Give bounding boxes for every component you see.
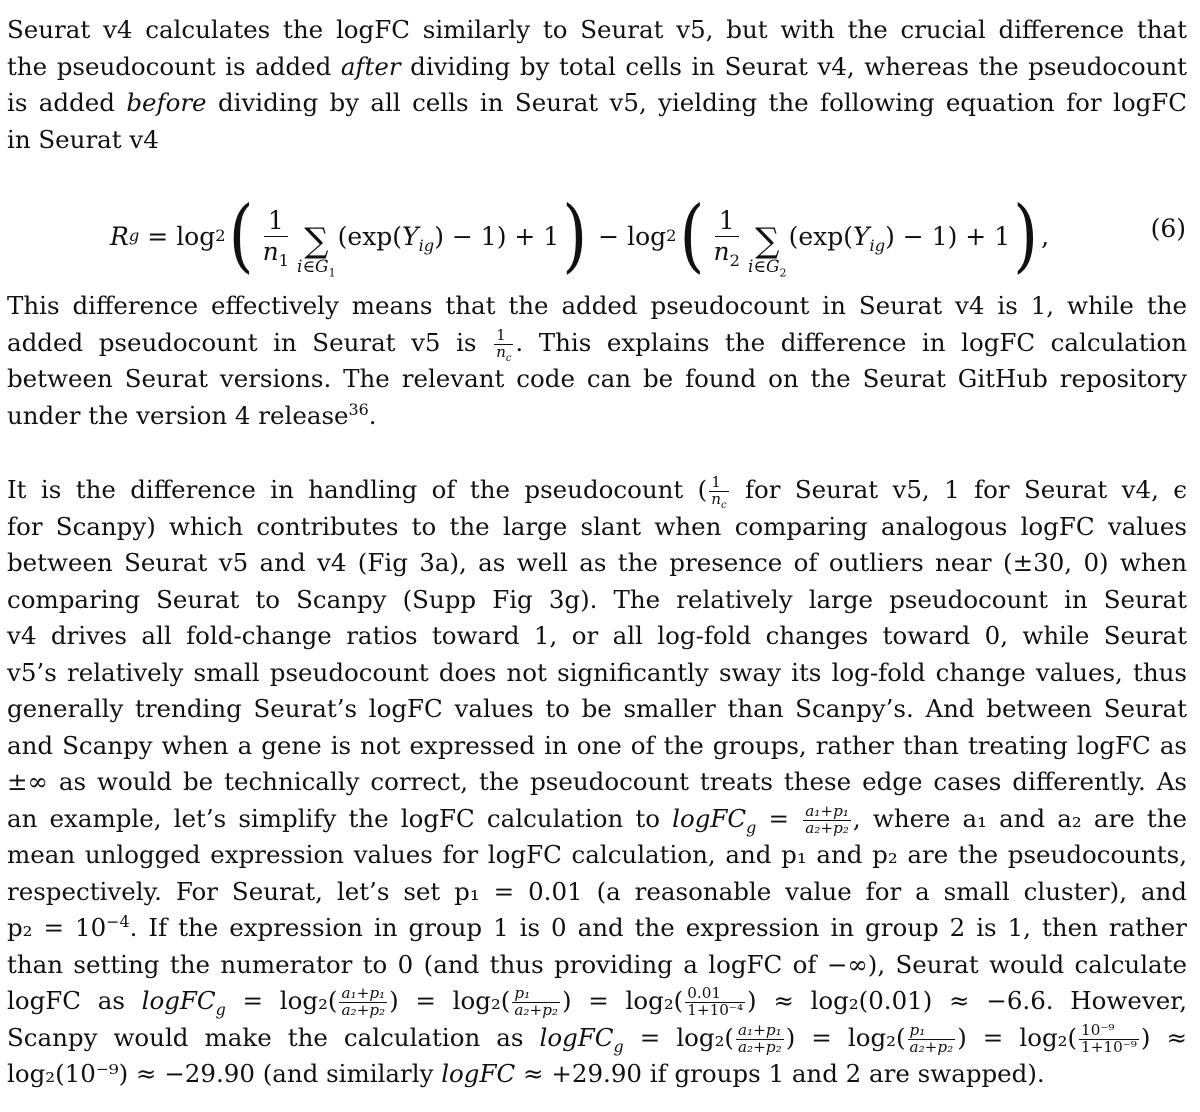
- text-line: This difference effectively means that the added pseudocount in Seurat v4 is 1, while the: [7, 291, 1187, 320]
- eq-frac-num: 1: [264, 206, 288, 237]
- sigma-symbol: ∑: [755, 220, 780, 261]
- text-line: ±∞ as would be technically correct, the pseudocount treats these edge cases differently. As: [7, 767, 1187, 796]
- eq-lhs: R: [110, 221, 129, 251]
- eq-frac-num: 1: [715, 206, 739, 237]
- eq-sum-g1: [297, 220, 336, 280]
- eq-equals: =: [147, 221, 169, 251]
- eq-minus: −: [598, 221, 620, 251]
- text-line: v5’s relatively small pseudocount does not significantly sway its log-fold change values, thus: [7, 657, 1187, 687]
- text-line: logFC as logFC$_g$ = log₂( $\frac{\text{a₁+p₁}}{\text{a₂+p₂}}$ ) = log₂( $\frac{\text{p₁}}{\text{a₂+p₂}}$ ) = log₂( $\frac{0.01}{\text{1+10⁻⁴}}$ ) ≈ log₂(0.01) ≈ −6.6. However,: [7, 984, 1188, 1019]
- eq-n-sub: 1: [278, 250, 290, 270]
- frac: $\frac{0.01}{\text{1+10⁻⁴}}$: [687, 984, 744, 1019]
- text-line: $p_2 = 10^{-4}$. If the expression in group 1 is 0 and the expression in group 2 is 1, then rather: [7, 911, 1187, 942]
- text-line: respectively. For Seurat, let’s set p₁ = 0.01 (a reasonable value for a small cluster), and: [7, 876, 1187, 906]
- text-line: generally trending Seurat’s logFC values to be smaller than Scanpy’s. And between Seurat: [7, 694, 1187, 723]
- eq-log: log: [627, 221, 667, 251]
- eq-frac-den: [262, 236, 290, 270]
- text-line: for Scanpy) which contributes to the large slant when comparing analogous logFC values: [7, 511, 1187, 541]
- frac: $\frac{\text{p₁}}{\text{a₂+p₂}}$: [514, 984, 559, 1019]
- sum-index: $i\in G_2$: [747, 256, 787, 280]
- eq-frac-1-over-n2: [713, 205, 740, 270]
- eq-n-sub: 2: [729, 250, 740, 270]
- paragraph-2: [7, 288, 1187, 434]
- sum-index: $i\in G_1$: [297, 256, 336, 280]
- frac: $\frac{\text{a₁+p₁}}{\text{a₂+p₂}}$: [341, 984, 386, 1019]
- eq-n: n: [262, 236, 279, 266]
- equation-6: [0, 188, 1200, 284]
- eq-lhs-sub: g: [128, 226, 140, 245]
- eq-right-paren: ): [1013, 189, 1039, 283]
- text-line: than setting the numerator to 0 (and thus providing a logFC of −∞), Seurat would calculate: [7, 949, 1187, 979]
- eq-log: log: [176, 221, 216, 251]
- eq-left-paren: (: [228, 189, 254, 283]
- eq-trailing-comma: ,: [1041, 221, 1050, 251]
- eq-term: $(\exp(Y_{ig}) - 1) + 1$: [788, 221, 1011, 255]
- eq-right-paren: ): [562, 189, 588, 283]
- eq-sum-g2: [747, 220, 787, 280]
- text-line: Seurat v4 calculates the logFC similarly to Seurat v5, but with the crucial difference that: [7, 15, 1187, 44]
- equation-body: R g = log 2 ( $\frac{1}{n_1}$ ∑ $i\in G_1$ $(\exp(Y_{ig}) - 1) + 1$ ) − log 2 ( $\frac{1}{n_2}$ ∑ $i\in G_2$ $(\exp(Y_{ig}) - 1) + 1$ ) ,: [110, 189, 1050, 283]
- frac: $\frac{\text{a₁+p₁}}{\text{a₂+p₂}}$: [738, 1020, 782, 1056]
- eq-n: n: [713, 236, 730, 266]
- text-line: between Seurat v5 and v4 (Fig 3a), as well as the presence of outliers near (±30, 0) when: [7, 548, 1187, 577]
- text-line: and Scanpy when a gene is not expressed in one of the groups, rather than treating logFC as: [7, 730, 1187, 760]
- eq-term: $(\exp(Y_{ig}) - 1) + 1$: [337, 221, 560, 255]
- text-line: is added before dividing by all cells in Seurat v5, yielding the following equation for logFC: [7, 88, 1187, 117]
- frac-1-over-nc: $\frac{1}{n_c}$: [711, 473, 727, 512]
- text-line: v4 drives all fold-change ratios toward 1, or all log-fold changes toward 0, while Seurat: [7, 621, 1187, 650]
- text-line: mean unlogged expression values for logFC calculation, and p₁ and p₂ are the pseudocounts,: [7, 840, 1187, 869]
- frac-1-over-nc: $\frac{1}{n_c}$: [496, 325, 512, 364]
- frac: $\frac{\text{10⁻⁹}}{\text{1+10⁻⁹}}$: [1081, 1020, 1137, 1056]
- text-line: added pseudocount in Seurat v5 is $\frac{1}{n_c}$ . This explains the difference in logFC calculation: [7, 325, 1187, 364]
- text-line: Scanpy would make the calculation as logFC$_g$ = log₂( $\frac{\text{a₁+p₁}}{\text{a₂+p₂}}$ ) = log₂( $\frac{\text{p₁}}{\text{a₂+p₂}}$ ) = log₂( $\frac{\text{10⁻⁹}}{\text{1+10⁻⁹}}$ ) ≈: [7, 1020, 1187, 1056]
- eq-frac-1-over-n1: [262, 205, 290, 270]
- paragraph-3: [7, 472, 1187, 1093]
- text-line: under the version 4 release$^{36}$.: [7, 399, 377, 430]
- text-line: the pseudocount is added after dividing by total cells in Seurat v4, whereas the pseudocount: [7, 51, 1188, 81]
- text-line: between Seurat versions. The relevant code can be found on the Seurat GitHub repository: [7, 364, 1187, 393]
- text-line: an example, let’s simplify the logFC calculation to logFC$_g$ = $\frac{\text{a₁+p₁}}{\text{a₂+p₂}}$ , where a₁ and a₂ are the: [7, 801, 1187, 837]
- text-line: It is the difference in handling of the pseudocount ( $\frac{1}{n_c}$ for Seurat v5, 1 for Seurat v4, ϵ: [7, 473, 1187, 512]
- text-line: comparing Seurat to Scanpy (Supp Fig 3g). The relatively large pseudocount in Seurat: [7, 584, 1187, 614]
- frac: $\frac{\text{p₁}}{\text{a₂+p₂}}$: [909, 1020, 954, 1056]
- citation-ref[interactable]: 36: [348, 399, 369, 419]
- equation-number: (6): [1150, 214, 1186, 243]
- text-line: in Seurat v4: [7, 124, 159, 154]
- text-line: log₂(10⁻⁹) ≈ −29.90 (and similarly logFC ≈ +29.90 if groups 1 and 2 are swapped).: [7, 1059, 1045, 1088]
- frac-a1p1-over-a2p2: $\frac{\text{a₁+p₁}}{\text{a₂+p₂}}$: [805, 801, 849, 837]
- sigma-symbol: ∑: [304, 220, 329, 261]
- eq-frac-den: [713, 236, 740, 270]
- paragraph-1: [7, 12, 1187, 158]
- eq-left-paren: (: [679, 189, 705, 283]
